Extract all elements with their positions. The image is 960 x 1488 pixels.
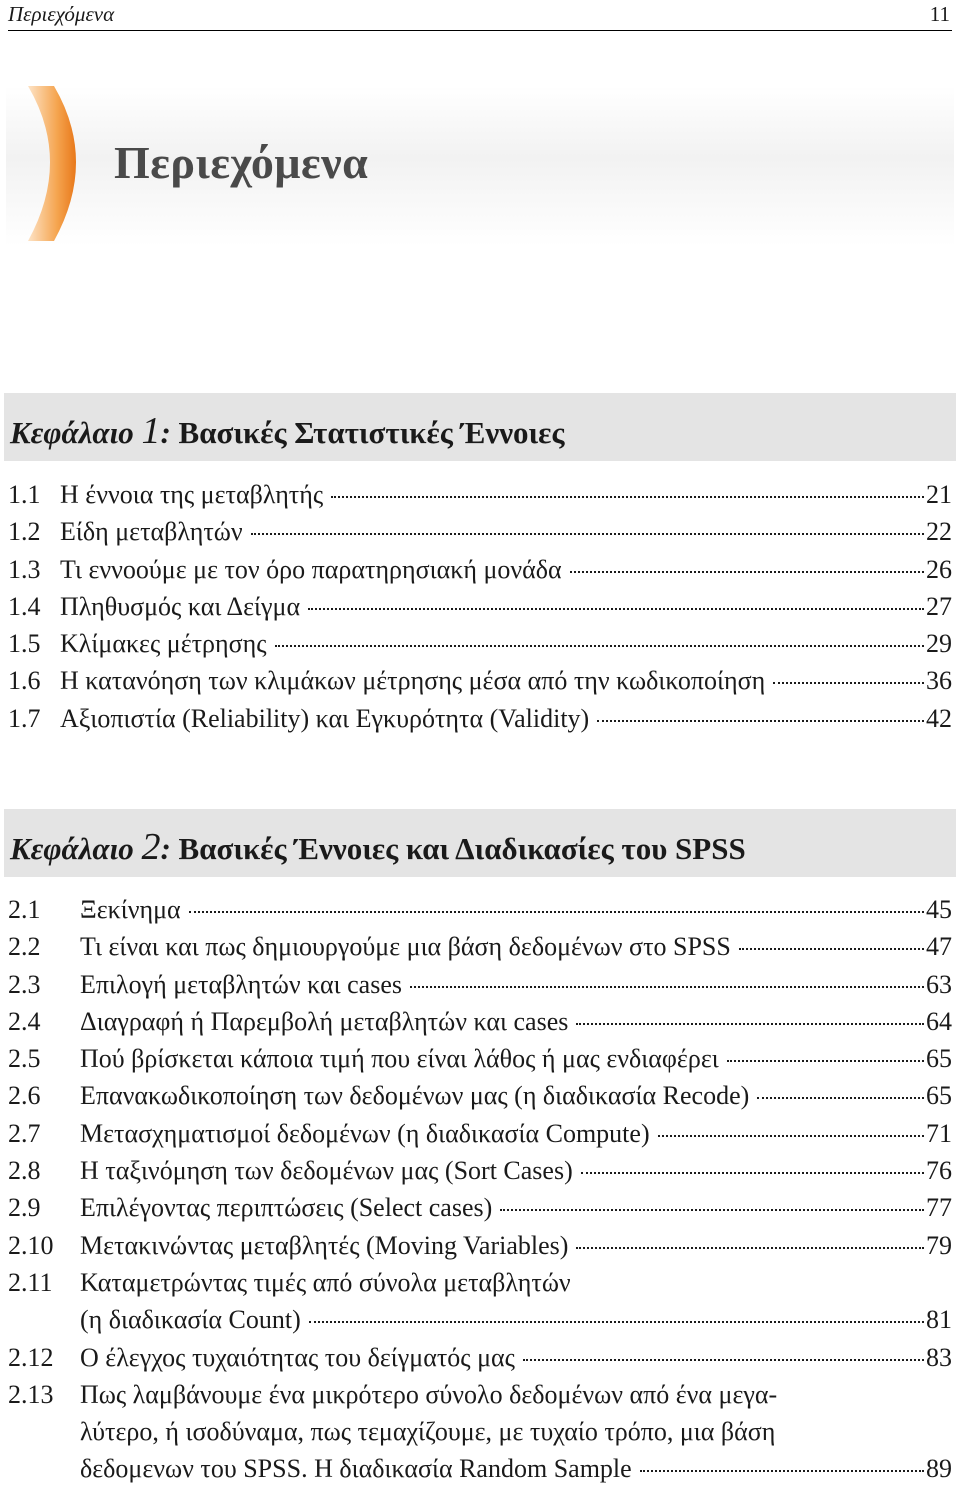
toc-entry-number: 2.11	[8, 1267, 53, 1297]
toc-list-chapter-2	[8, 891, 952, 1488]
toc-entry-number: 1.4	[8, 591, 41, 621]
toc-entry-title: Πού βρίσκεται κάποια τιμή που είναι λάθος ή μας ενδιαφέρει	[80, 1044, 719, 1074]
toc-entry-page: 63	[926, 969, 952, 999]
running-head-title: Περιεχόμενα	[8, 2, 115, 26]
toc-entry-page: 83	[926, 1342, 952, 1372]
toc-entry-page: 47	[926, 932, 952, 962]
toc-entry-title: Επανακωδικοποίηση των δεδομένων μας (η διαδικασία Recode)	[80, 1081, 750, 1111]
toc-entry[interactable]	[8, 1339, 952, 1376]
chapter-prefix: Κεφάλαιο	[10, 831, 134, 866]
dot-leader	[523, 1358, 924, 1361]
chapter-heading-1: Κεφάλαιο 1: Βασικές Στατιστικές Έννοιες	[4, 393, 956, 461]
toc-entry-page: 29	[926, 629, 952, 659]
toc-entry-page: 89	[926, 1454, 952, 1484]
chapter-prefix: Κεφάλαιο	[10, 415, 134, 450]
toc-entry[interactable]	[8, 588, 952, 625]
toc-entry-title: Κλίμακες μέτρησης	[60, 629, 267, 659]
dot-leader	[500, 1208, 924, 1211]
dot-leader	[189, 910, 924, 913]
toc-entry-number: 1.6	[8, 666, 41, 696]
toc-entry[interactable]	[8, 662, 952, 699]
toc-entry-title: Μετακινώντας μεταβλητές (Moving Variables)	[80, 1230, 569, 1260]
toc-entry[interactable]	[8, 476, 952, 513]
toc-entry-number: 2.1	[8, 895, 41, 924]
toc-entry[interactable]	[8, 928, 952, 965]
toc-entry-page: 77	[926, 1193, 952, 1223]
toc-entry-title: Ξεκίνημα	[80, 895, 181, 924]
toc-entry[interactable]	[8, 1189, 952, 1226]
toc-list-chapter-1	[8, 476, 952, 737]
toc-entry[interactable]	[8, 1152, 952, 1189]
toc-entry[interactable]	[8, 1040, 952, 1077]
toc-entry[interactable]	[8, 1115, 952, 1152]
toc-entry-page: 36	[926, 666, 952, 696]
toc-entry-page: 71	[926, 1118, 952, 1148]
toc-entry-page: 42	[926, 703, 952, 733]
dot-leader	[581, 1171, 924, 1174]
toc-entry-number: 2.6	[8, 1081, 41, 1111]
toc-entry[interactable]	[8, 625, 952, 662]
dot-leader	[576, 1022, 924, 1025]
toc-entry-title: Τι είναι και πως δημιουργούμε μια βάση δεδομένων στο SPSS	[80, 932, 731, 962]
toc-entry[interactable]	[8, 1003, 952, 1040]
toc-entry-title: Ο έλεγχος τυχαιότητας του δείγματός μας	[80, 1342, 515, 1372]
toc-entry-number: 1.1	[8, 480, 41, 509]
toc-entry-title: Καταμετρώντας τιμές από σύνολα μεταβλητών	[80, 1267, 571, 1297]
toc-entry-number: 2.9	[8, 1193, 41, 1223]
toc-entry[interactable]	[8, 1077, 952, 1114]
toc-entry-number: 1.2	[8, 517, 41, 547]
dot-leader	[331, 495, 924, 498]
toc-entry-title: Μετασχηματισμοί δεδομένων (η διαδικασία Compute)	[80, 1118, 650, 1148]
toc-entry[interactable]	[8, 700, 952, 737]
dot-leader	[739, 947, 924, 950]
chapter-number: 1	[141, 410, 161, 452]
toc-entry[interactable]	[8, 513, 952, 550]
toc-entry-title: Τι εννοούμε με τον όρο παρατηρησιακή μονάδα	[60, 554, 562, 584]
toc-entry-title-continued: λύτερο, ή ισοδύναμα, πως τεμαχίζουμε, με τυχαίο τρόπο, μια βάση	[80, 1417, 776, 1447]
dot-leader	[570, 570, 924, 573]
toc-entry-number: 1.3	[8, 554, 41, 584]
dot-leader	[309, 1320, 924, 1323]
toc-entry-page: 79	[926, 1230, 952, 1260]
orange-chevron-icon	[6, 86, 126, 246]
toc-entry-number: 1.5	[8, 629, 41, 659]
dot-leader	[727, 1059, 924, 1062]
toc-entry-number: 1.7	[8, 703, 41, 733]
dot-leader	[773, 681, 924, 684]
toc-entry-title: Είδη μεταβλητών	[60, 517, 243, 547]
dot-leader	[576, 1246, 924, 1249]
toc-entry-number: 2.5	[8, 1044, 41, 1074]
toc-entry-page: 45	[926, 895, 952, 924]
toc-entry-title: Η κατανόηση των κλιμάκων μέτρησης μέσα από την κωδικοποίηση	[60, 666, 766, 696]
page-number: 11	[929, 2, 950, 26]
title-banner	[6, 86, 954, 246]
toc-entry-title: Επιλογή μεταβλητών και cases	[80, 969, 402, 999]
toc-entry-number: 2.4	[8, 1006, 41, 1036]
toc-entry-title: Πως λαμβάνουμε ένα μικρότερο σύνολο δεδομένων από ένα μεγα-	[80, 1379, 778, 1409]
toc-entry-number: 2.7	[8, 1118, 41, 1148]
toc-entry-number: 2.10	[8, 1230, 54, 1260]
toc-entry-page: 22	[926, 517, 952, 547]
dot-leader	[658, 1134, 924, 1137]
dot-leader	[757, 1096, 924, 1099]
dot-leader	[308, 607, 924, 610]
toc-entry[interactable]	[8, 891, 952, 928]
dot-leader	[640, 1469, 924, 1472]
toc-entry-title: Η ταξινόμηση των δεδομένων μας (Sort Cases)	[80, 1156, 573, 1186]
page-title: Περιεχόμενα	[114, 137, 369, 188]
toc-entry-number: 2.12	[8, 1342, 54, 1372]
toc-entry-title: Διαγραφή ή Παρεμβολή μεταβλητών και cases	[80, 1006, 569, 1036]
toc-entry-number: 2.3	[8, 969, 41, 999]
toc-entry-title-continued: δεδομενων του SPSS. Η διαδικασία Random Sample	[80, 1454, 632, 1484]
toc-entry[interactable]	[8, 1376, 952, 1488]
toc-entry-number: 2.8	[8, 1156, 41, 1186]
toc-entry-title: Αξιοπιστία (Reliability) και Εγκυρότητα (Validity)	[60, 703, 590, 733]
dot-leader	[410, 985, 924, 988]
toc-entry[interactable]	[8, 1264, 952, 1339]
running-head	[8, 0, 952, 31]
toc-entry-page: 26	[926, 554, 952, 584]
toc-entry-title: Η έννοια της μεταβλητής	[60, 480, 324, 509]
toc-entry[interactable]	[8, 1227, 952, 1264]
dot-leader	[275, 644, 924, 647]
toc-entry-page: 21	[926, 480, 952, 509]
toc-entry-page: 65	[926, 1044, 952, 1074]
toc-entry-number: 2.13	[8, 1379, 54, 1409]
dot-leader	[251, 532, 924, 535]
toc-entry-page: 65	[926, 1081, 952, 1111]
toc-entry-page: 81	[926, 1305, 952, 1335]
toc-entry-page: 27	[926, 591, 952, 621]
chapter-title: Βασικές Στατιστικές Έννοιες	[178, 415, 565, 450]
toc-entry[interactable]	[8, 551, 952, 588]
toc-entry[interactable]	[8, 966, 952, 1003]
toc-entry-title: Επιλέγοντας περιπτώσεις (Select cases)	[80, 1193, 493, 1223]
chapter-number: 2	[141, 826, 161, 868]
toc-entry-title: Πληθυσμός και Δείγμα	[60, 591, 301, 621]
toc-entry-title-continued: (η διαδικασία Count)	[80, 1305, 301, 1335]
toc-entry-number: 2.2	[8, 932, 41, 962]
toc-entry-page: 76	[926, 1156, 952, 1186]
toc-entry-page: 64	[926, 1006, 952, 1036]
dot-leader	[597, 719, 924, 722]
chapter-heading-2: Κεφάλαιο 2: Βασικές Έννοιες και Διαδικασίες του SPSS	[4, 809, 956, 877]
chapter-title: Βασικές Έννοιες και Διαδικασίες του SPSS	[178, 831, 746, 866]
